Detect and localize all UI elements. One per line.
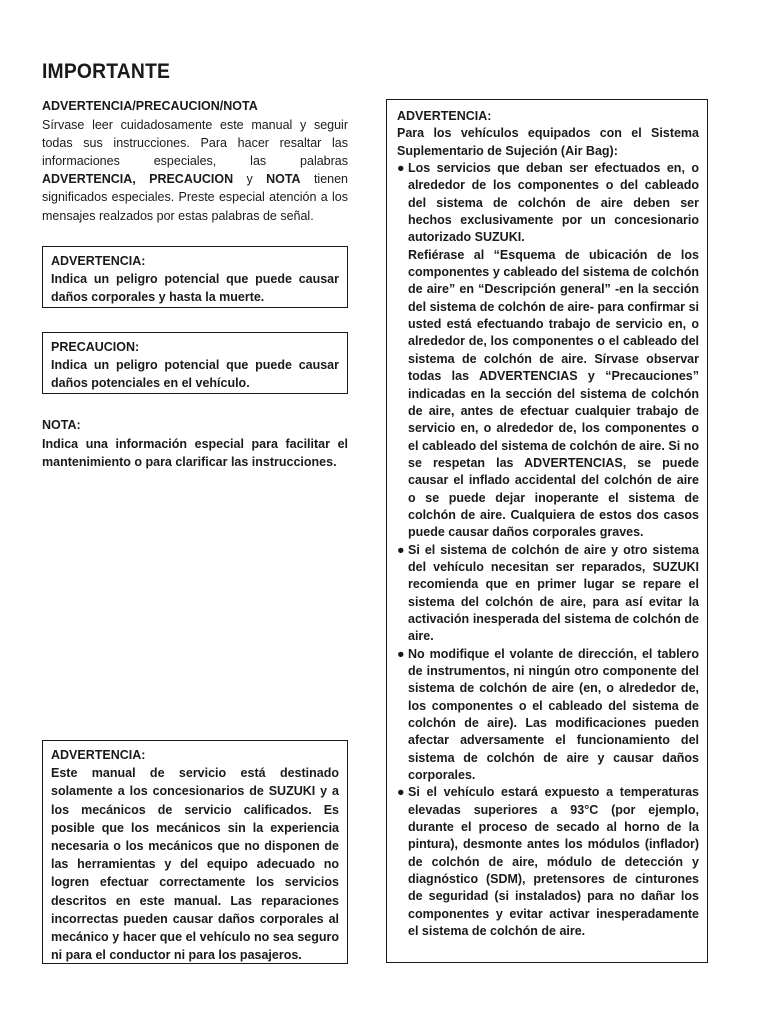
intro-bold-1: ADVERTENCIA, PRECAUCION: [42, 172, 234, 187]
bullet-extra-text: Refiérase al “Esquema de ubicación de los componentes y cableado del sistema de colchón de aire” en “Descripción general” -en la sección del sistema de colchón de aire- para confirmar si usted está efectuando trabajo de servicio en, o alrededor de, los componentes o el cableado del sistema de colchón de aire. Sírvase observar todas las ADVERTENCIAS y “Precauciones” indicadas en la sección del sistema de colchón de aire, antes de efectuar cualquier trabajo de servicio en, o alrededor de, los componentes o el cableado del sistema de colchón de aire. Si no se respetan las ADVERTENCIAS, se puede causar el inflado accidental del colchón de aire o se puede dejar inoperante el sistema de colchón de aire. Cualquiera de estos dos casos puede causar daños corporales graves.: [408, 247, 699, 540]
bullet-text: No modifique el volante de dirección, el tablero de instrumentos, ni ningún otro componente del sistema de colchón de aire (en, o alrededor de, los componentes o el cableado del sistema de colchón de aire). Las modificaciones pueden afectar adversamente el funcionamiento del sistema de colchón de aire y causar daños corporales.: [408, 646, 699, 783]
bullet-icon: ●: [397, 646, 405, 661]
airbag-bullet-item: [397, 542, 699, 646]
bullet-icon: ●: [397, 161, 405, 176]
airbag-bullet-item: [397, 160, 699, 542]
manual-warning-box: [42, 740, 348, 964]
bullet-text: Si el sistema de colchón de aire y otro sistema del vehículo necesitan ser reparados, SUZUKI recomienda que en primer lugar se repare el sistema del colchón de aire, para así evitar la activación inesperada del sistema de colchón de aire.: [408, 542, 699, 644]
airbag-warning-title: ADVERTENCIA:: [397, 109, 492, 123]
bullet-text: Si el vehículo estará expuesto a temperaturas elevadas superiores a 93°C (por ejemplo, durante el proceso de secado al horno de la pintura), desmonte antes los módulos (inflador) de colchón de aire, módulo de detección y diagnóstico (SDM), pretensores de cinturones de seguridad (si instalados) para no dañar los componentes y evitar activar inesperadamente el sistema de colchón de aire.: [408, 785, 699, 939]
intro-text-part1: Sírvase leer cuidadosamente este manual y seguir todas sus instrucciones. Para hacer resaltar las informaciones especiales, las palabras: [42, 117, 348, 168]
intro-text-part3: tienen significados especiales. Preste especial atención a los mensajes realzados por estas palabras de señal.: [42, 172, 348, 223]
manual-warning-title: ADVERTENCIA:: [51, 748, 146, 762]
page-title: IMPORTANTE: [42, 60, 171, 83]
precaucion-title: PRECAUCION:: [51, 340, 140, 354]
manual-warning-text: Este manual de servicio está destinado solamente a los concesionarios de SUZUKI y a los mecánicos de servicio calificados. Es posible que los mecánicos sin la experiencia necesaria o los mecánicos que no disponen de las herramientas y del equipo adecuado no logren efectuar correctamente los servicios descritos en este manual. Las reparaciones incorrectas pueden causar daños corporales al mecánico y hacer que el vehículo no sea seguro ni para el conductor ni para los pasajeros.: [51, 766, 339, 963]
advertencia-box: [42, 246, 348, 308]
intro-text: [42, 116, 348, 225]
intro-section: [42, 98, 348, 225]
airbag-bullet-item: [397, 784, 699, 940]
bullet-icon: ●: [397, 542, 405, 557]
advertencia-title: ADVERTENCIA:: [51, 254, 146, 268]
airbag-warning-box: [386, 99, 708, 963]
intro-text-part2: y: [233, 172, 267, 187]
intro-heading: ADVERTENCIA/PRECAUCION/NOTA: [42, 99, 258, 113]
airbag-bullet-item: [397, 646, 699, 785]
bullet-icon: ●: [397, 785, 405, 800]
precaucion-text: Indica un peligro potencial que puede causar daños potenciales en el vehículo.: [51, 358, 339, 391]
precaucion-box: [42, 332, 348, 394]
bullet-text: Los servicios que deban ser efectuados en, o alrededor de los componentes o del cableado del sistema de colchón de aire deben ser hechos exclusivamente por un concesionario autorizado SUZUKI.: [408, 161, 699, 245]
airbag-warning-subtitle: Para los vehículos equipados con el Sistema Suplementario de Sujeción (Air Bag):: [397, 126, 699, 158]
nota-section: [42, 416, 348, 472]
intro-bold-2: NOTA: [266, 172, 301, 187]
advertencia-text: Indica un peligro potencial que puede causar daños corporales y hasta la muerte.: [51, 272, 339, 305]
nota-title: NOTA:: [42, 418, 81, 432]
nota-text: Indica una información especial para facilitar el mantenimiento o para clarificar las instrucciones.: [42, 436, 348, 469]
